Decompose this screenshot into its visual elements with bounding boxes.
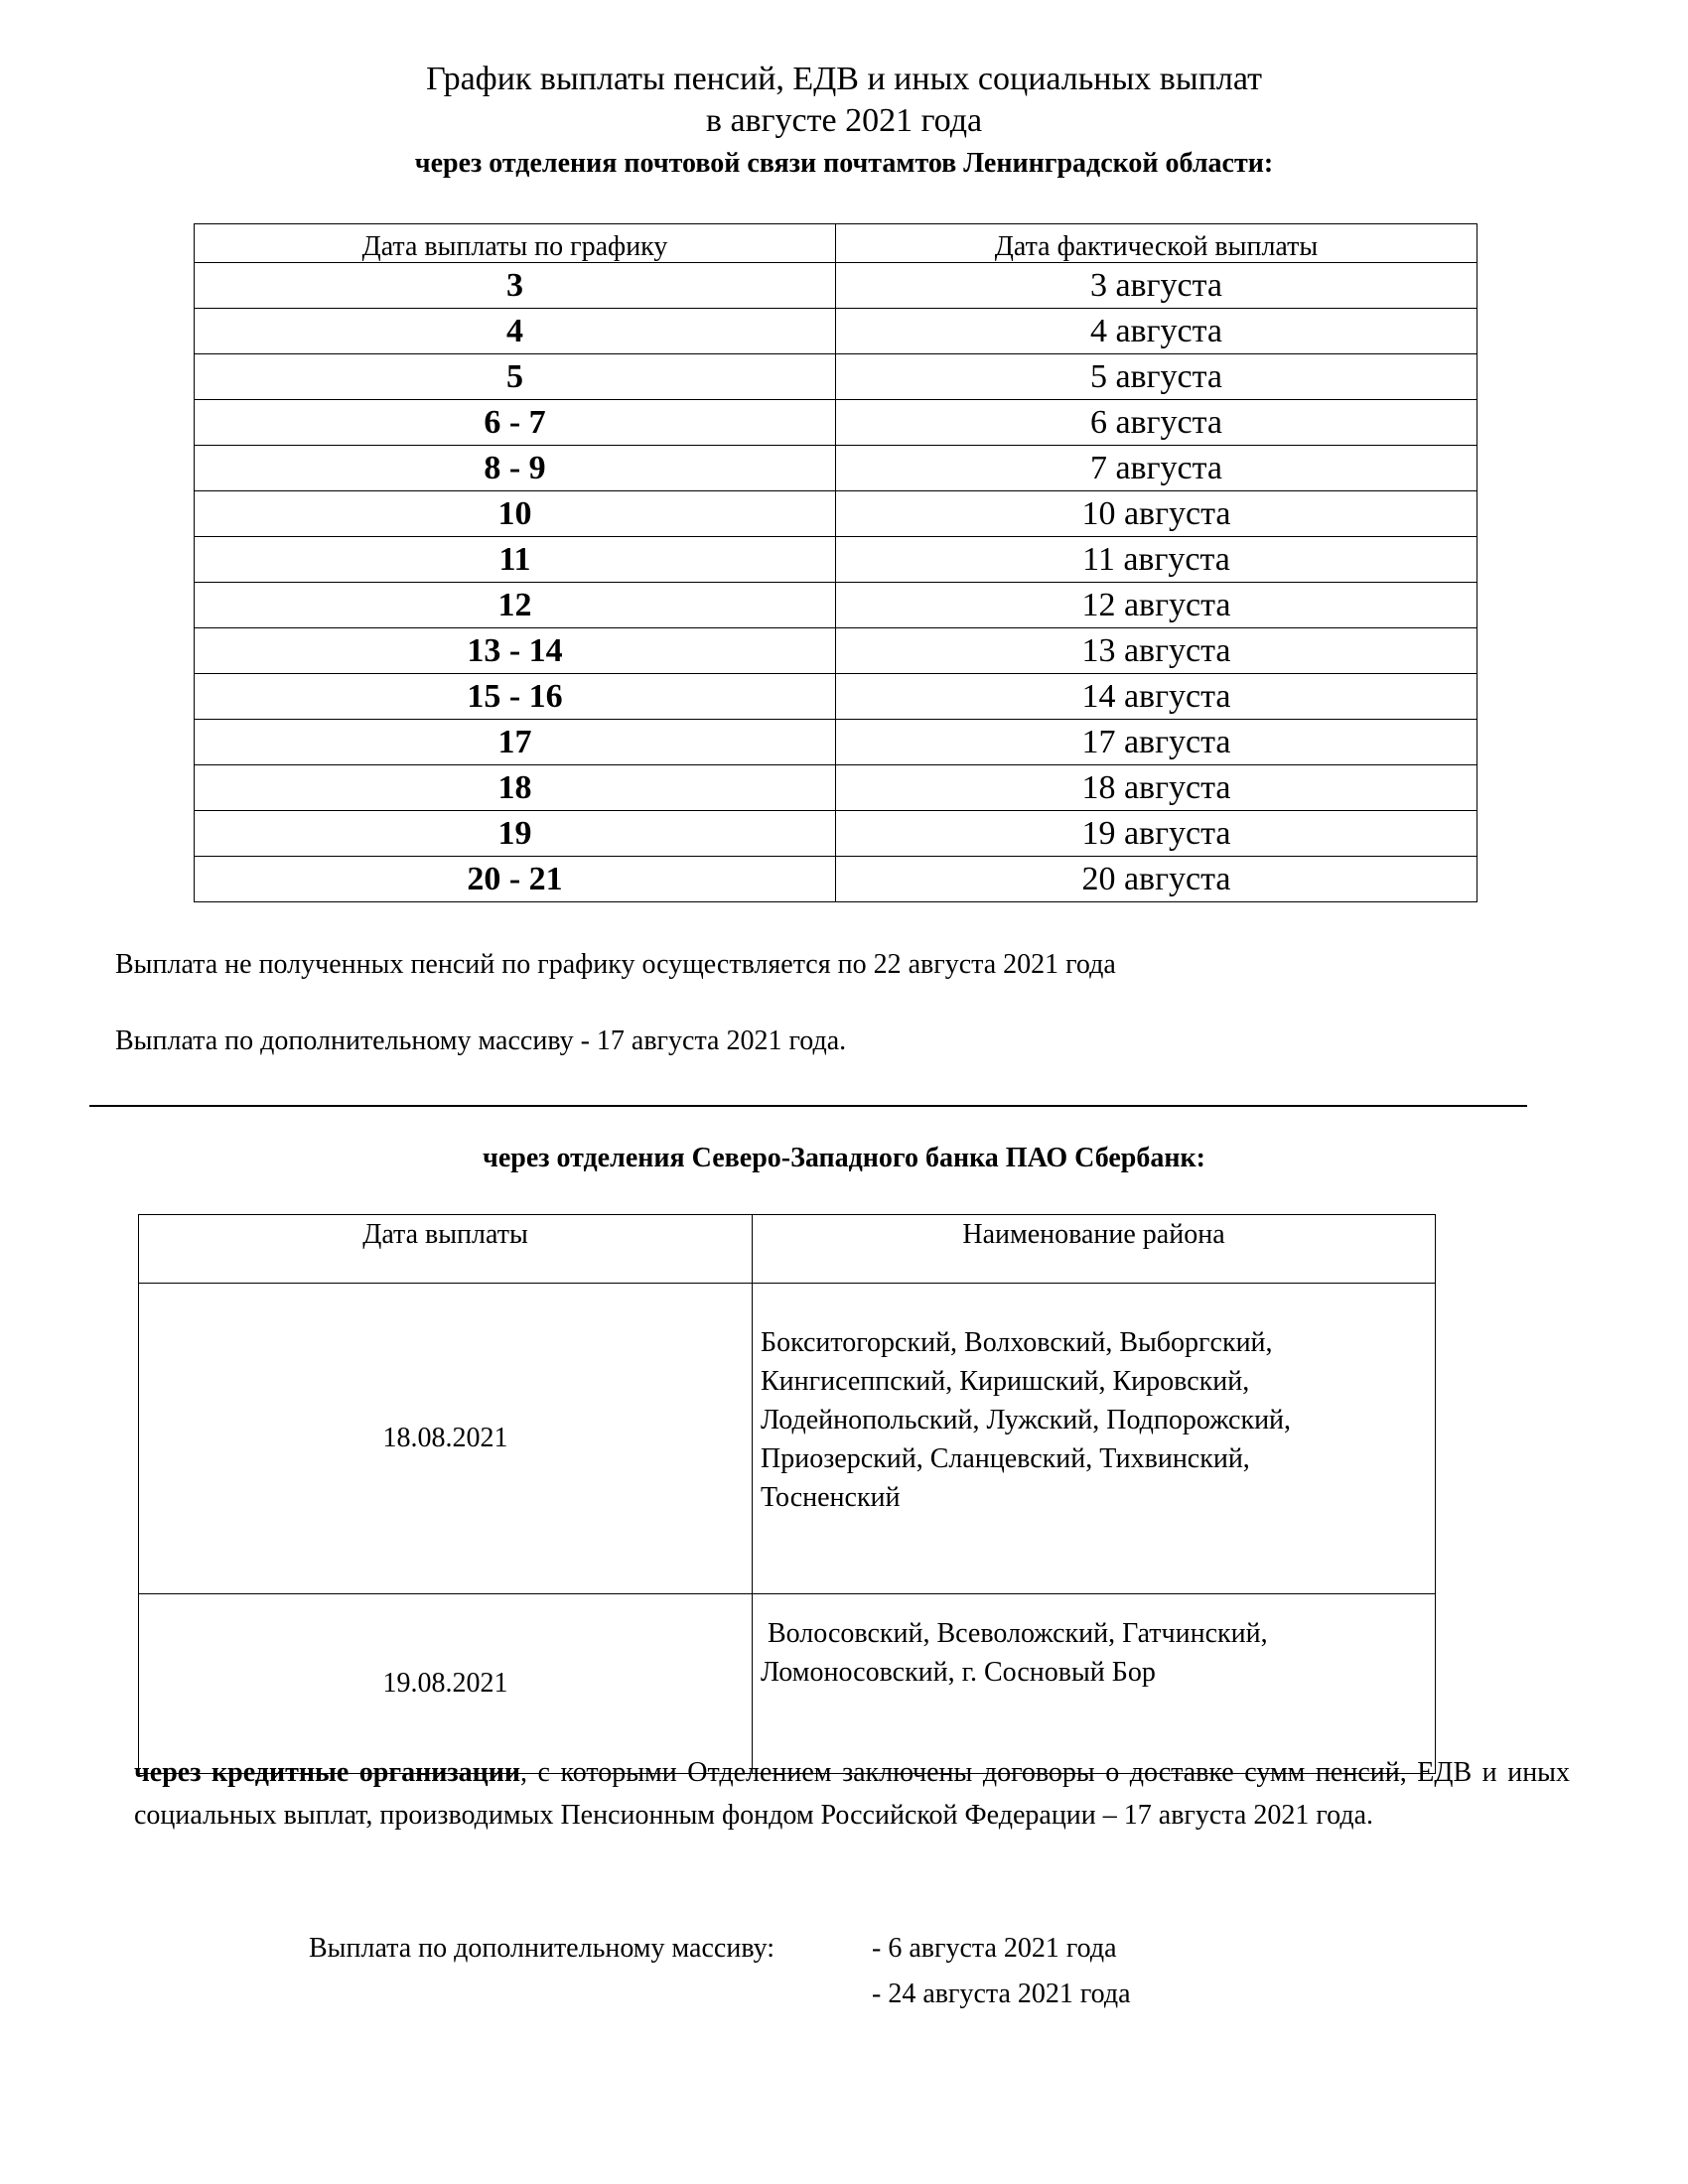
payment-date: 19.08.2021: [139, 1594, 753, 1774]
credit-organizations-paragraph: [134, 1751, 1570, 1837]
document-title: График выплаты пенсий, ЕДВ и иных социальных выплат: [426, 61, 1262, 97]
district-line: Кингисеппский, Киришский, Кировский,: [761, 1366, 1250, 1397]
table-row: [195, 491, 1477, 537]
table-row: [195, 400, 1477, 446]
scheduled-date-cell: 6 - 7: [195, 400, 836, 446]
scheduled-date-cell: 5: [195, 354, 836, 400]
district-list: [753, 1594, 1436, 1774]
unpaid-pension-note: Выплата не полученных пенсий по графику осуществляется по 22 августа 2021 года: [115, 949, 1116, 980]
table-row: [195, 628, 1477, 674]
table-row: [195, 583, 1477, 628]
scheduled-date-cell: 17: [195, 720, 836, 765]
extra-payments-label: Выплата по дополнительному массиву:: [309, 1933, 774, 1964]
actual-date-cell: 4 августа: [836, 309, 1477, 354]
district-line: Бокситогорский, Волховский, Выборгский,: [761, 1327, 1273, 1358]
actual-date-cell: 6 августа: [836, 400, 1477, 446]
scheduled-date-cell: 19: [195, 811, 836, 857]
actual-date-cell: 17 августа: [836, 720, 1477, 765]
actual-date-cell: 18 августа: [836, 765, 1477, 811]
actual-date-cell: 11 августа: [836, 537, 1477, 583]
district-line: Тосненский: [761, 1482, 901, 1513]
scheduled-date-cell: 12: [195, 583, 836, 628]
section-divider: [89, 1105, 1527, 1107]
scheduled-date-cell: 18: [195, 765, 836, 811]
actual-date-cell: 19 августа: [836, 811, 1477, 857]
actual-date-cell: 5 августа: [836, 354, 1477, 400]
district-line: Лодейнопольский, Лужский, Подпорожский,: [761, 1405, 1292, 1435]
table-row: [139, 1284, 1436, 1594]
table-row: [195, 354, 1477, 400]
actual-date-cell: 14 августа: [836, 674, 1477, 720]
actual-date-cell: 13 августа: [836, 628, 1477, 674]
district-line: Волосовский, Всеволожский, Гатчинский,: [761, 1618, 1268, 1649]
scheduled-date-cell: 3: [195, 263, 836, 309]
table-row: [195, 263, 1477, 309]
credit-organizations-bold: через кредитные организации: [134, 1757, 520, 1788]
payment-date: 18.08.2021: [139, 1284, 753, 1594]
column-header-scheduled: Дата выплаты по графику: [195, 224, 836, 263]
extra-payment-date: - 24 августа 2021 года: [872, 1979, 1131, 2009]
scheduled-date-cell: 10: [195, 491, 836, 537]
table-row: [195, 857, 1477, 902]
extra-array-note: Выплата по дополнительному массиву - 17 августа 2021 года.: [115, 1025, 847, 1056]
table-row: [195, 674, 1477, 720]
credit-organizations-text: , с которыми Отделением заключены договоры о доставке сумм пенсий, ЕДВ и иных социальных выплат, производимых Пенсионным фондом Российской Федерации – 17 августа 2021 года.: [134, 1757, 1570, 1831]
bank-schedule-table: [138, 1214, 1436, 1774]
scheduled-date-cell: 11: [195, 537, 836, 583]
scheduled-date-cell: 15 - 16: [195, 674, 836, 720]
post-schedule-table: [194, 223, 1477, 902]
document-subtitle: в августе 2021 года: [705, 102, 983, 139]
extra-payment-date: - 6 августа 2021 года: [872, 1933, 1117, 1964]
column-header-actual: Дата фактической выплаты: [836, 224, 1477, 263]
district-line: Ломоносовский, г. Сосновый Бор: [761, 1657, 1156, 1688]
actual-date-cell: 20 августа: [836, 857, 1477, 902]
scheduled-date-cell: 20 - 21: [195, 857, 836, 902]
post-section-heading: через отделения почтовой связи почтамтов Ленинградской области:: [414, 148, 1274, 179]
actual-date-cell: 3 августа: [836, 263, 1477, 309]
table-row: [195, 309, 1477, 354]
bank-section-heading: через отделения Северо-Западного банка ПАО Сбербанк:: [483, 1143, 1205, 1173]
table-row: [139, 1594, 1436, 1774]
table-header-row: [139, 1215, 1436, 1284]
scheduled-date-cell: 8 - 9: [195, 446, 836, 491]
table-row: [195, 720, 1477, 765]
actual-date-cell: 12 августа: [836, 583, 1477, 628]
district-list: [753, 1284, 1436, 1594]
table-row: [195, 446, 1477, 491]
table-row: [195, 811, 1477, 857]
table-header-row: [195, 224, 1477, 263]
table-row: [195, 765, 1477, 811]
actual-date-cell: 10 августа: [836, 491, 1477, 537]
scheduled-date-cell: 13 - 14: [195, 628, 836, 674]
scheduled-date-cell: 4: [195, 309, 836, 354]
table-row: [195, 537, 1477, 583]
actual-date-cell: 7 августа: [836, 446, 1477, 491]
column-header-date: Дата выплаты: [139, 1215, 753, 1284]
column-header-district: Наименование района: [753, 1215, 1436, 1284]
district-line: Приозерский, Сланцевский, Тихвинский,: [761, 1443, 1250, 1474]
